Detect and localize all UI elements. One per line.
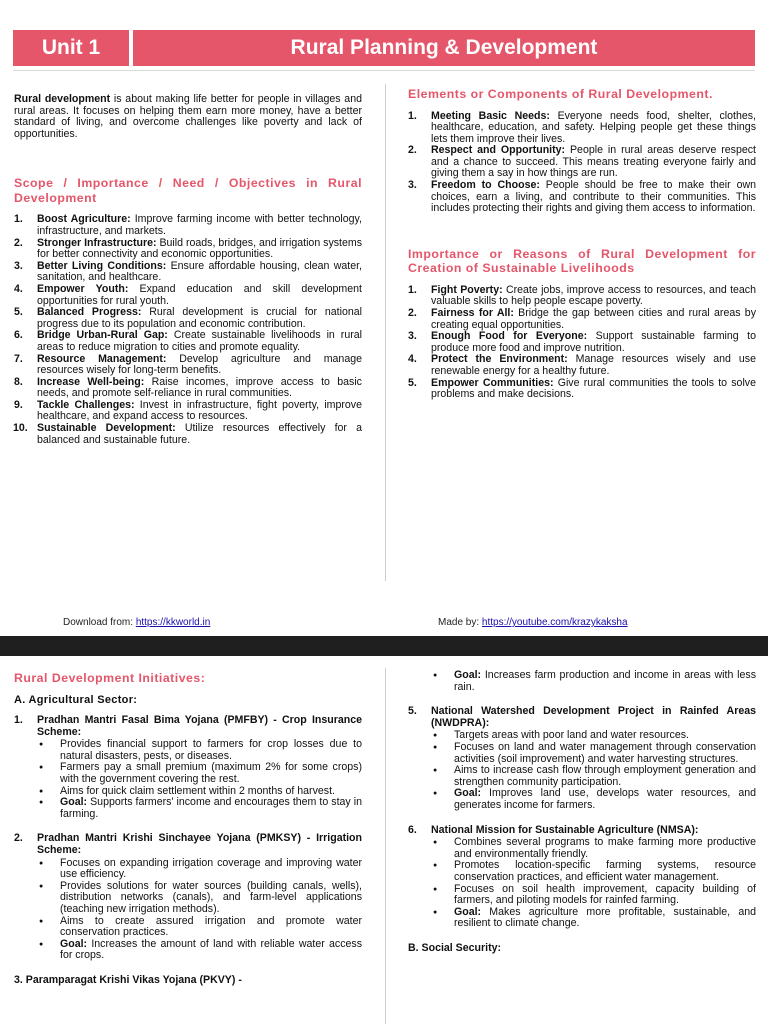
column-divider — [385, 668, 386, 1024]
bullet-text: Farmers pay a small premium (maximum 2% for some crops) with the government covering the rest. — [60, 761, 362, 786]
list-number: 1. — [408, 109, 417, 122]
item-title: Bridge Urban-Rural Gap: — [37, 329, 168, 342]
download-footer: Download from: https://kkworld.in — [63, 617, 211, 628]
list-item — [14, 400, 362, 423]
bullet-text: Focuses on land and water management through conservation activities (soil improvement) and water harvesting structures. — [454, 740, 756, 765]
schemes-list-right — [408, 706, 756, 930]
item-text: Bridge the gap between cities and rural areas by creating equal opportunities. — [431, 307, 756, 331]
item-title: Empower Youth: — [37, 282, 129, 295]
list-item — [14, 284, 362, 307]
bullet-text: Promotes location-specific farming systems, resource conservation practices, and efficient water management. — [454, 859, 756, 883]
item-title: Sustainable Development: — [37, 422, 176, 435]
list-item — [14, 354, 362, 377]
scheme-title: Pradhan Mantri Fasal Bima Yojana (PMFBY) - Crop Insurance Scheme: — [37, 714, 362, 738]
item-title: Increase Well-being: — [37, 375, 145, 388]
elements-heading: Elements or Components of Rural Development. — [408, 87, 713, 101]
youtube-link[interactable]: https://youtube.com/krazykaksha — [481, 617, 628, 628]
scheme-bullets — [37, 739, 362, 820]
list-item — [408, 354, 756, 377]
bullet-text: Improves land use, develops water resources, and generates income for farmers. — [454, 787, 756, 811]
list-number: 3. — [408, 330, 417, 343]
section-a-heading: A. Agricultural Sector: — [14, 693, 138, 706]
item-text: Raise incomes, improve access to basic needs, and promote self-reliance in rural communities. — [37, 375, 362, 400]
item-text: Everyone needs food, shelter, clothes, healthcare, education, and safety. Helping people get these things lets them improve their lives. — [431, 109, 756, 145]
importance-list — [408, 285, 756, 401]
item-title: Better Living Conditions: — [37, 259, 167, 272]
item-title: Fairness for All: — [431, 307, 514, 320]
item-text: Utilize resources effectively for a balanced and sustainable future. — [37, 422, 362, 446]
left-column — [14, 671, 362, 987]
bullet-item — [37, 762, 362, 785]
scheme-bullets — [431, 670, 756, 693]
made-by-footer: Made by: https://youtube.com/krazykaksha — [438, 617, 628, 628]
item-title: Protect the Environment: — [431, 353, 568, 366]
initiatives-heading: Rural Development Initiatives: — [14, 671, 206, 685]
item-text: Manage resources wisely and use renewable energy for a healthy future. — [431, 353, 756, 377]
bullet-item — [37, 916, 362, 939]
bullet-item — [37, 858, 362, 881]
bullet-item — [37, 797, 362, 820]
document-page-2 — [0, 656, 768, 1024]
scheme-bullets — [431, 837, 756, 930]
bullet-text: Supports farmers' income and encourages them to stay in farming. — [60, 796, 362, 820]
bullet-text: Increases the amount of land with reliable water access for crops. — [60, 937, 362, 962]
bullet-item: ● Goal: Increases farm production and income in areas with less rain. — [431, 670, 756, 693]
bullet-label: Goal: — [60, 796, 88, 809]
column-divider — [385, 84, 386, 581]
list-number: 4. — [14, 282, 23, 295]
item-title: Freedom to Choose: — [431, 179, 540, 192]
scheme-item: 2. Pradhan Mantri Krishi Sinchayee Yojana (PMKSY) - Irrigation Scheme: ● Focuses on expanding irrigation coverage and improving water use efficiency. ● Provides solutions for water sources (building canals, wells), distribution networks (canals), and farm-level applications (teaching new irrigation methods). ● Aims to create assured irrigation and promote water conservation practices. ● Goal: Increases the amount of land with reliable water access for crops. — [14, 833, 362, 962]
schemes-list-left — [14, 715, 362, 962]
item-text: Create sustainable livelihoods in rural areas to reduce migration to cities and promote equality. — [37, 329, 362, 353]
list-item — [408, 111, 756, 146]
scheme-bullets — [37, 858, 362, 962]
item-text: Expand education and skill development opportunities for rural youth. — [37, 282, 362, 307]
scheme-item: 5. National Watershed Development Project in Rainfed Areas (NWDPRA): ● Targets areas with poor land and water resources. ● Focuses on land and water management through conservation activities (soil improvement) and water harvesting structures. ● Aims to increase cash flow through employment generation and strengthen community participation. ● Goal: Improves land use, develops water resources, and generates income for farmers. — [408, 706, 756, 811]
list-item — [14, 214, 362, 237]
scheme-item: 6. National Mission for Sustainable Agriculture (NMSA): ● Combines several programs to make farming more productive and environmentally friendly. ● Promotes location-specific farming systems, resource conservation practices, and efficient water management. ● Focuses on soil health improvement, capacity building of farmers, and piloting models for rainfed farming. ● Goal: Makes agriculture more profitable, sustainable, and resilient to climate change. — [408, 825, 756, 930]
list-number: 6. — [14, 329, 23, 342]
scheme-title: National Mission for Sustainable Agriculture (NMSA): — [431, 823, 699, 836]
item-text: Create jobs, improve access to resources, and teach valuable skills to help people escape poverty. — [431, 283, 756, 308]
item-title: Resource Management: — [37, 352, 167, 365]
bullet-item — [431, 788, 756, 811]
item-text: Give rural communities the tools to solve problems and make decisions. — [431, 376, 756, 401]
bullet-label: Goal: — [454, 787, 482, 800]
scope-heading: Scope / Importance / Need / Objectives in Rural Development — [14, 176, 362, 205]
bullet-label: Goal: — [454, 905, 482, 918]
list-number: 3. — [408, 179, 417, 192]
list-item — [14, 238, 362, 261]
scheme-bullets — [431, 730, 756, 811]
item-text: Improve farming income with better technology, infrastructure, and markets. — [37, 213, 362, 237]
item-text: Ensure affordable housing, clean water, sanitation, and healthcare. — [37, 259, 362, 284]
left-column — [14, 94, 362, 446]
bullet-item — [431, 742, 756, 765]
list-item — [408, 145, 756, 180]
elements-list — [408, 111, 756, 215]
list-item — [408, 285, 756, 308]
item-text: Build roads, bridges, and irrigation systems for better connectivity and economic opportunities. — [37, 236, 362, 261]
list-number: 1. — [408, 283, 417, 296]
right-column — [408, 669, 756, 954]
page-title: Rural Planning & Development — [133, 30, 755, 66]
item-title: Balanced Progress: — [37, 306, 142, 319]
bullet-text: Aims to create assured irrigation and promote water conservation practices. — [60, 914, 362, 939]
bullet-text: Combines several programs to make farming more productive and environmentally friendly. — [454, 836, 756, 860]
bullet-item — [431, 765, 756, 788]
bullet-item — [431, 884, 756, 907]
list-item — [14, 307, 362, 330]
download-link[interactable]: https://kkworld.in — [135, 617, 211, 628]
header-divider — [13, 70, 755, 71]
item-title: Boost Agriculture: — [37, 213, 131, 226]
list-item — [14, 330, 362, 353]
item-title: Tackle Challenges: — [37, 398, 135, 411]
list-number: 2. — [408, 307, 417, 320]
list-item — [408, 331, 756, 354]
intro-paragraph: Rural development is about making life better for people in villages and rural areas. It focuses on helping them earn more money, have a better standard of living, and overcome challenges like poverty and lack of opportunities. — [14, 93, 362, 140]
list-item — [14, 423, 362, 446]
item-title: Empower Communities: — [431, 376, 554, 389]
scheme-title: 3. Paramparagat Krishi Vikas Yojana (PKVY) - — [14, 973, 242, 986]
scheme-title: National Watershed Development Project in Rainfed Areas (NWDPRA): — [431, 705, 756, 729]
unit-label: Unit 1 — [13, 30, 129, 66]
importance-heading: Importance or Reasons of Rural Development for Creation of Sustainable Livelihoods — [408, 246, 756, 276]
list-item — [14, 377, 362, 400]
item-text: People should be free to make their own choices, earn a living, and contribute to their communities. This includes protecting their rights and giving them access to information. — [431, 179, 756, 215]
list-number: 9. — [14, 398, 23, 411]
section-b-heading: B. Social Security: — [408, 941, 502, 954]
item-title: Stronger Infrastructure: — [37, 236, 157, 249]
list-number: 7. — [14, 352, 23, 365]
list-item — [408, 378, 756, 401]
list-number: 3. — [14, 259, 23, 272]
item-title: Fight Poverty: — [431, 283, 503, 296]
item-title: Meeting Basic Needs: — [431, 109, 550, 122]
right-column — [408, 87, 756, 401]
bullet-text: Makes agriculture more profitable, sustainable, and resilient to climate change. — [454, 905, 756, 930]
bullet-item — [37, 881, 362, 916]
list-item — [14, 261, 362, 284]
list-number: 5. — [14, 306, 23, 319]
bullet-text: Provides solutions for water sources (building canals, wells), distribution networks (canals), and farm-level applications (teaching new irrigation methods). — [60, 879, 362, 915]
list-number: 4. — [408, 353, 417, 366]
item-title: Enough Food for Everyone: — [431, 330, 588, 343]
bullet-text: Provides financial support to farmers for crop losses due to natural disasters, pests, or diseases. — [60, 738, 362, 762]
item-text: Support sustainable farming to produce more food and improve nutrition. — [431, 330, 757, 354]
bullet-text: Targets areas with poor land and water resources. — [454, 729, 689, 742]
list-number: 1. — [14, 213, 23, 226]
bullet-item — [431, 837, 756, 860]
list-number: 2. — [408, 144, 417, 157]
bullet-item — [431, 907, 756, 930]
bullet-text: Focuses on soil health improvement, capacity building of farmers, and piloting models for rainfed farming. — [454, 882, 756, 907]
item-title: Respect and Opportunity: — [431, 144, 566, 157]
bullet-item — [431, 860, 756, 883]
list-number: 8. — [14, 375, 23, 388]
item-text: People in rural areas deserve respect and a chance to succeed. This means treating everyone fairly and giving them a say in how things are run. — [431, 144, 757, 180]
item-text: Rural development is crucial for national progress due to its population and economic contribution. — [37, 306, 362, 330]
bullet-label: Goal: — [60, 937, 88, 950]
list-number: 10. — [13, 422, 28, 435]
list-number: 2. — [14, 236, 23, 249]
bullet-item — [37, 739, 362, 762]
scheme-item: 1. Pradhan Mantri Fasal Bima Yojana (PMFBY) - Crop Insurance Scheme: ● Provides financial support to farmers for crop losses due to natural disasters, pests, or diseases. ● Farmers pay a small premium (maximum 2% for some crops) with the government covering the rest. ● Aims for quick claim settlement within 2 months of harvest. ● Goal: Supports farmers' income and encourages them to stay in farming. — [14, 715, 362, 820]
bullet-text: Aims for quick claim settlement within 2 months of harvest. — [60, 784, 335, 797]
item-text: Invest in infrastructure, fight poverty, improve healthcare, and expand access to resources. — [37, 398, 363, 423]
item-text: Develop agriculture and manage resources wisely for long-term benefits. — [37, 352, 362, 377]
scope-list — [14, 214, 362, 446]
scheme-title: Pradhan Mantri Krishi Sinchayee Yojana (PMKSY) - Irrigation Scheme: — [37, 832, 362, 857]
list-number: 5. — [408, 376, 417, 389]
bullet-text: Focuses on expanding irrigation coverage and improving water use efficiency. — [60, 856, 362, 881]
list-item — [408, 308, 756, 331]
list-item — [408, 180, 756, 215]
bullet-item — [37, 939, 362, 962]
bullet-text: Aims to increase cash flow through employment generation and strengthen community participation. — [454, 764, 756, 788]
